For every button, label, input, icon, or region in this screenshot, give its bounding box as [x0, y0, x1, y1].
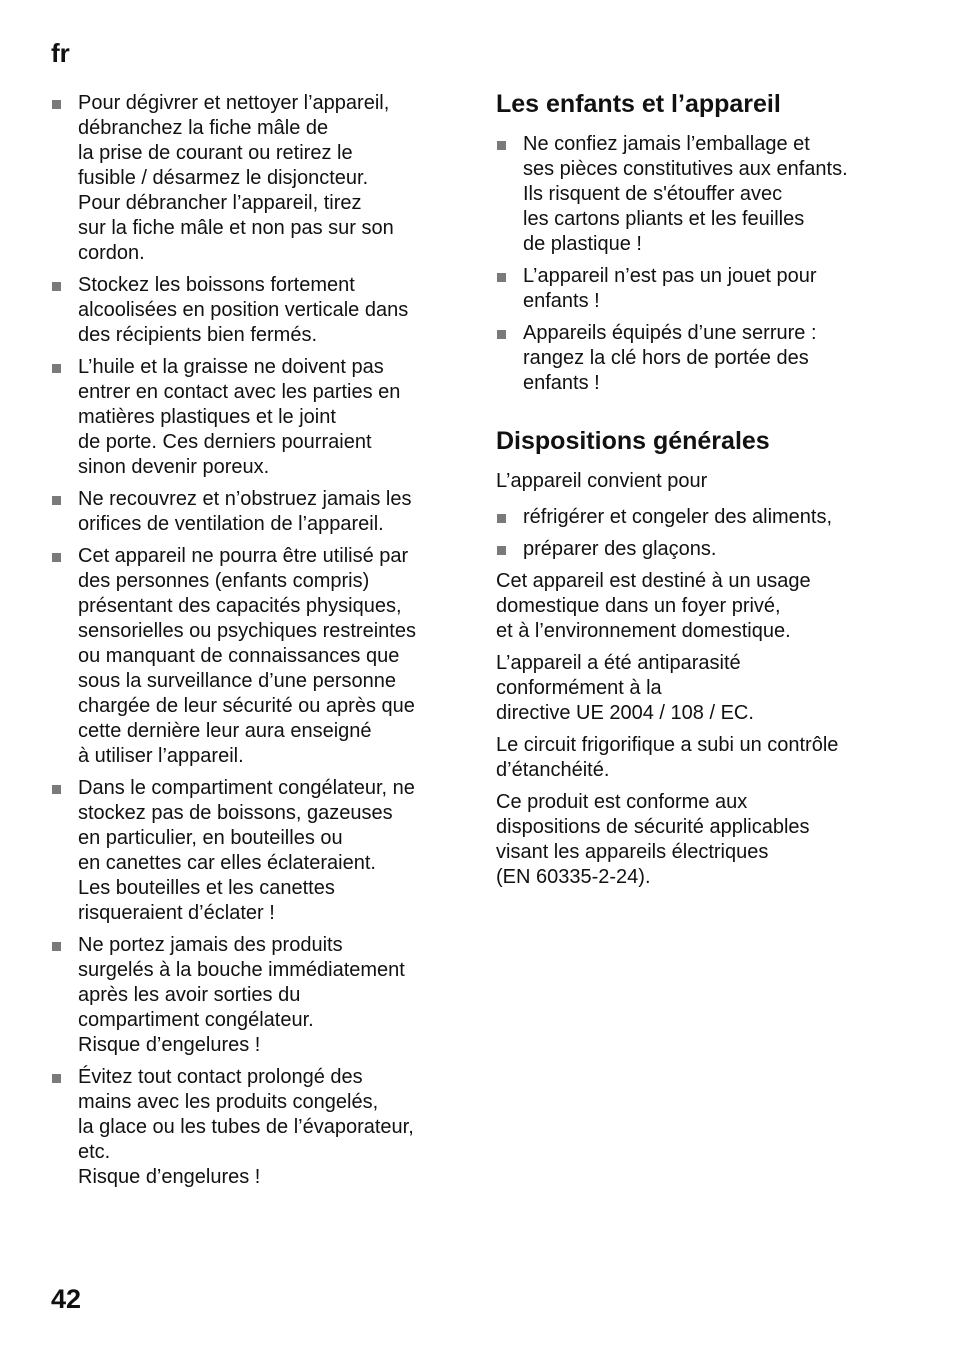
- square-bullet-icon: [52, 785, 61, 794]
- intro-text: L’appareil convient pour: [496, 470, 708, 492]
- list-item: Dans le compartiment congélateur, ne stockez pas de boissons, gazeuses en particulier, en bouteilles ou en canettes car elles éclateraient. Les bouteilles et les canettes risqueraient d’éclater !: [51, 776, 461, 926]
- square-bullet-icon: [52, 364, 61, 373]
- list-item: réfrigérer et congeler des aliments,: [496, 505, 896, 530]
- left-column: [51, 91, 461, 1197]
- square-bullet-icon: [497, 546, 506, 555]
- right-column: [496, 88, 896, 897]
- list-item: préparer des glaçons.: [496, 537, 896, 562]
- children-list: [496, 132, 896, 396]
- list-item: Ne portez jamais des produits surgelés à la bouche immédiatement après les avoir sorties du compartiment congélateur. Risque d’engelures !: [51, 933, 461, 1058]
- square-bullet-icon: [497, 141, 506, 150]
- page-number: 42: [51, 1284, 82, 1314]
- list-item: Ne recouvrez et n’obstruez jamais les orifices de ventilation de l’appareil.: [51, 487, 461, 537]
- list-item: L’huile et la graisse ne doivent pas entrer en contact avec les parties en matières plastiques et le joint de porte. Ces derniers pourraient sinon devenir poreux.: [51, 355, 461, 480]
- section-heading-general: Dispositions générales: [496, 427, 770, 455]
- square-bullet-icon: [52, 282, 61, 291]
- paragraph: Cet appareil est destiné à un usage domestique dans un foyer privé, et à l’environnement domestique.: [496, 570, 811, 642]
- list-item: Ne confiez jamais l’emballage et ses pièces constitutives aux enfants. Ils risquent de s'étouffer avec les cartons pliants et les feuilles de plastique !: [496, 132, 896, 257]
- language-code: fr: [51, 38, 70, 68]
- list-item: Cet appareil ne pourra être utilisé par des personnes (enfants compris) présentant des capacités physiques, sensorielles ou psychiques restreintes ou manquant de connaissances que sous la surveillance d’une personne chargée de leur sécurité ou après que cette dernière leur aura enseigné à utiliser l’appareil.: [51, 544, 461, 769]
- usage-list: [496, 505, 896, 562]
- list-item: Stockez les boissons fortement alcoolisées en position verticale dans des récipients bien fermés.: [51, 273, 461, 348]
- square-bullet-icon: [497, 330, 506, 339]
- section-heading-children: Les enfants et l’appareil: [496, 90, 781, 118]
- list-item: Appareils équipés d’une serrure : rangez la clé hors de portée des enfants !: [496, 321, 896, 396]
- paragraph: L’appareil a été antiparasité conformément à la directive UE 2004 / 108 / EC.: [496, 652, 754, 724]
- list-item: L’appareil n’est pas un jouet pour enfants !: [496, 264, 896, 314]
- paragraph: Ce produit est conforme aux dispositions de sécurité applicables visant les appareils électriques (EN 60335-2-24).: [496, 791, 810, 888]
- square-bullet-icon: [52, 942, 61, 951]
- square-bullet-icon: [52, 496, 61, 505]
- square-bullet-icon: [52, 553, 61, 562]
- list-item: Évitez tout contact prolongé des mains avec les produits congelés, la glace ou les tubes de l’évaporateur, etc. Risque d’engelures !: [51, 1065, 461, 1190]
- list-item: Pour dégivrer et nettoyer l’appareil, débranchez la fiche mâle de la prise de courant ou retirez le fusible / désarmez le disjoncteur. Pour débrancher l’appareil, tirez sur la fiche mâle et non pas sur son cordon.: [51, 91, 461, 266]
- paragraph: Le circuit frigorifique a subi un contrôle d’étanchéité.: [496, 734, 839, 781]
- square-bullet-icon: [52, 1074, 61, 1083]
- safety-list: [51, 91, 461, 1190]
- square-bullet-icon: [497, 514, 506, 523]
- square-bullet-icon: [52, 100, 61, 109]
- square-bullet-icon: [497, 273, 506, 282]
